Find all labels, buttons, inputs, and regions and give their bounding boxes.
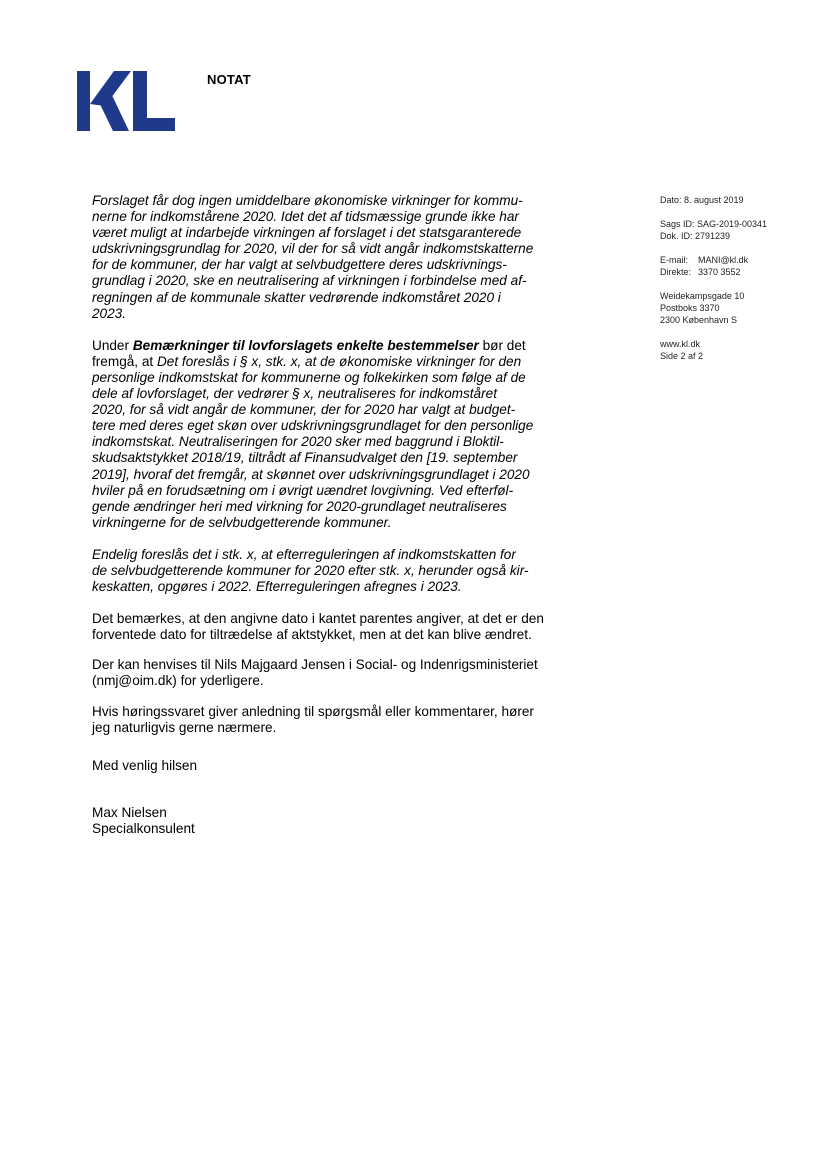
address-street: Weidekampsgade 10: [660, 291, 745, 301]
paragraph-2: [92, 338, 562, 531]
page-number: Side 2 af 2: [660, 351, 704, 361]
text-fragment: fremgå, at: [92, 353, 157, 369]
text-line: Det bemærkes, at den angivne dato i kantet parentes angiver, at det er den: [92, 611, 544, 627]
phone-label: Direkte:: [660, 267, 692, 277]
email-row: [660, 254, 767, 266]
text-line: skudsaktstykket 2018/19, tiltrådt af Finansudvalget den [19. september: [92, 450, 518, 466]
text-line: 2023.: [92, 305, 127, 321]
text-line: dele af lovforslaget, der vedrører § x, neutraliseres for indkomståret: [92, 386, 497, 402]
text-line: de selvbudgetterende kommuner for 2020 efter stk. x, herunder også kir-: [92, 562, 529, 578]
signature-name: Max Nielsen: [92, 805, 167, 820]
case-id: Sags ID: SAG-2019-00341: [660, 219, 768, 229]
paragraph-3: [92, 547, 562, 595]
text-line: været muligt at indarbejde virkningen af forslaget i det statsgaranterede: [92, 225, 522, 241]
phone-row: [660, 266, 767, 278]
email-label: E-mail:: [660, 255, 689, 265]
text-line: for de kommuner, der har valgt at selvbudgettere deres udskrivnings-: [92, 257, 507, 273]
greeting: Med venlig hilsen: [92, 758, 198, 773]
text-line: indkomstskat. Neutraliseringen for 2020 sker med baggrund i Bloktil-: [92, 434, 504, 450]
text-fragment: Under: [92, 337, 133, 353]
kl-logo: [77, 71, 175, 131]
text-line: Hvis høringssvaret giver anledning til spørgsmål eller kommentarer, hører: [92, 703, 534, 719]
paragraph-1: [92, 193, 562, 322]
document-type: NOTAT: [207, 72, 251, 87]
text-line: hviler på en forudsætning om i øvrigt uændret lovgivning. Ved efterføl-: [92, 482, 514, 498]
email-value: MANI@kl.dk: [698, 255, 749, 265]
text-fragment: bør det: [478, 337, 526, 353]
sidebar-metadata: [660, 194, 767, 374]
text-line: Endelig foreslås det i stk. x, at efterreguleringen af indkomstskatten for: [92, 546, 516, 562]
signature-title: Specialkonsulent: [92, 821, 195, 836]
text-line: keskatten, opgøres i 2022. Efterreguleringen afregnes i 2023.: [92, 579, 462, 595]
website: www.kl.dk: [660, 339, 701, 349]
letter-body: [92, 193, 562, 736]
text-line: (nmj@oim.dk) for yderligere.: [92, 673, 264, 689]
text-line: grundlag i 2020, ske en neutralisering af virkningen i forbindelse med af-: [92, 273, 527, 289]
text-line: Forslaget får dog ingen umiddelbare økonomiske virkninger for kommu-: [92, 193, 523, 208]
text-line: forventede dato for tiltrædelse af aktstykket, men at det kan blive ændret.: [92, 627, 532, 643]
text-line: 2020, for så vidt angår de kommuner, der for 2020 har valgt at budget-: [92, 402, 516, 418]
document-id: Dok. ID: 2791239: [660, 231, 731, 241]
text-line: regningen af de kommunale skatter vedrørende indkomståret 2020 i: [92, 289, 501, 305]
text-fragment: Det foreslås i § x, stk. x, at de økonomiske virkninger for den: [156, 353, 522, 369]
text-line: virkningerne for de selvbudgetterende kommuner.: [92, 514, 392, 530]
paragraph-6: [92, 704, 562, 736]
section-reference: Bemærkninger til lovforslagets enkelte bestemmelser: [132, 337, 479, 353]
address-city: 2300 København S: [660, 315, 738, 325]
paragraph-4: [92, 611, 562, 643]
text-line: jeg naturligvis gerne nærmere.: [92, 719, 277, 735]
text-line: nerne for indkomstårene 2020. Idet det af tidsmæssige grunde ikke har: [92, 209, 519, 225]
phone-value: 3370 3552: [698, 267, 741, 277]
text-line: udskrivningsgrundlag for 2020, vil der for så vidt angår indkomstskatterne: [92, 241, 534, 257]
document-date: Dato: 8. august 2019: [660, 195, 744, 205]
paragraph-5: [92, 657, 562, 689]
text-line: personlige indkomstskat for kommunerne og folkekirken som følge af de: [92, 369, 526, 385]
text-line: tere med deres eget skøn over udskrivningsgrundlaget for den personlige: [92, 418, 534, 434]
text-line: 2019], hvoraf det fremgår, at skønnet over udskrivningsgrundlaget i 2020: [92, 466, 530, 482]
text-line: gende ændringer heri med virkning for 2020-grundlaget neutraliseres: [92, 498, 507, 514]
text-line: Der kan henvises til Nils Majgaard Jensen i Social- og Indenrigsministeriet: [92, 657, 538, 673]
address-box: Postboks 3370: [660, 303, 720, 313]
